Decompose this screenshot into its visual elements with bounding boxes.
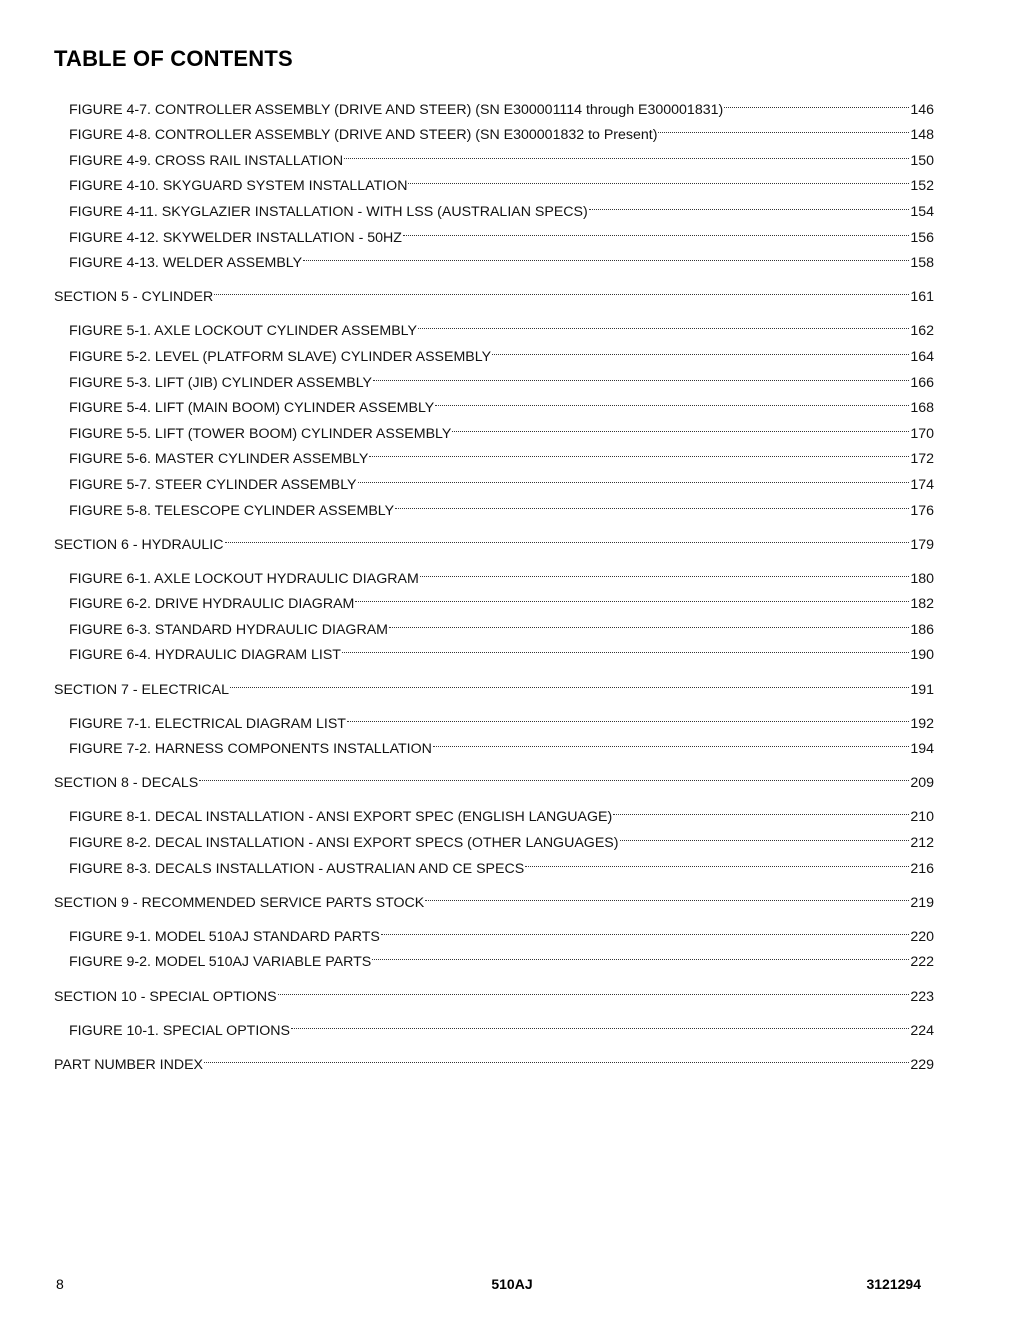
toc-entry-page-number: 191 xyxy=(910,681,934,698)
toc-entry-label: FIGURE 6-1. AXLE LOCKOUT HYDRAULIC DIAGRAM xyxy=(69,570,419,587)
dot-leader xyxy=(491,335,910,361)
toc-entry-page-number: 154 xyxy=(910,203,934,220)
toc-figure-entry[interactable] xyxy=(54,310,934,340)
toc-entry-label: FIGURE 8-3. DECALS INSTALLATION - AUSTRALIAN AND CE SPECS xyxy=(69,860,525,877)
dot-leader xyxy=(394,489,910,515)
toc-entry-page-number: 176 xyxy=(910,502,934,519)
toc-section-entry[interactable] xyxy=(54,668,934,698)
dot-leader xyxy=(524,847,910,873)
toc-section-entry[interactable] xyxy=(54,1043,934,1073)
toc-entry-label: FIGURE 7-1. ELECTRICAL DIAGRAM LIST xyxy=(69,715,346,732)
toc-entry-page-number: 180 xyxy=(910,570,934,587)
toc-entry-page-number: 212 xyxy=(910,835,934,852)
toc-entry-label: FIGURE 5-3. LIFT (JIB) CYLINDER ASSEMBLY xyxy=(69,374,372,391)
toc-entry-page-number: 156 xyxy=(910,229,934,246)
dot-leader xyxy=(612,796,910,822)
toc-entry-page-number: 186 xyxy=(910,621,934,638)
toc-figure-entry[interactable] xyxy=(54,88,934,118)
toc-entry-page-number: 161 xyxy=(910,289,934,306)
toc-entry-page-number: 174 xyxy=(910,476,934,493)
dot-leader xyxy=(451,412,910,438)
toc-entry-page-number: 229 xyxy=(910,1056,934,1073)
dot-leader xyxy=(290,1009,910,1035)
toc-figure-entry[interactable] xyxy=(54,915,934,945)
toc-entry-label: FIGURE 4-9. CROSS RAIL INSTALLATION xyxy=(69,152,344,169)
dot-leader xyxy=(402,216,910,242)
toc-entry-page-number: 182 xyxy=(910,596,934,613)
toc-entry-label: FIGURE 5-1. AXLE LOCKOUT CYLINDER ASSEMBLY xyxy=(69,323,417,340)
dot-leader xyxy=(372,361,910,387)
toc-entry-page-number: 190 xyxy=(910,647,934,664)
dot-leader xyxy=(213,276,910,302)
dot-leader xyxy=(368,438,910,464)
toc-entry-label: FIGURE 5-5. LIFT (TOWER BOOM) CYLINDER ASSEMBLY xyxy=(69,425,452,442)
toc-section-entry[interactable] xyxy=(54,762,934,792)
toc-entry-label: FIGURE 4-8. CONTROLLER ASSEMBLY (DRIVE AND STEER) (SN E300001832 to Present) xyxy=(69,127,658,144)
toc-entry-label: FIGURE 5-6. MASTER CYLINDER ASSEMBLY xyxy=(69,451,369,468)
toc-entry-page-number: 220 xyxy=(910,928,934,945)
toc-entry-page-number: 224 xyxy=(910,1022,934,1039)
toc-entry-label: PART NUMBER INDEX xyxy=(54,1056,203,1073)
dot-leader xyxy=(354,583,910,609)
dot-leader xyxy=(302,242,910,268)
toc-figure-entry[interactable] xyxy=(54,702,934,732)
toc-entry-page-number: 166 xyxy=(910,374,934,391)
toc-entry-label: FIGURE 7-2. HARNESS COMPONENTS INSTALLATION xyxy=(69,741,432,758)
toc-entry-label: FIGURE 6-3. STANDARD HYDRAULIC DIAGRAM xyxy=(69,621,388,638)
toc-entry-page-number: 194 xyxy=(910,741,934,758)
toc-figure-entry[interactable] xyxy=(54,557,934,587)
dot-leader xyxy=(371,941,910,967)
toc-entry-label: FIGURE 8-1. DECAL INSTALLATION - ANSI EXPORT SPEC (ENGLISH LANGUAGE) xyxy=(69,809,613,826)
dot-leader xyxy=(277,975,911,1001)
dot-leader xyxy=(357,463,911,489)
toc-entry-page-number: 150 xyxy=(910,152,934,169)
toc-entry-page-number: 146 xyxy=(910,101,934,118)
toc-entry-label: FIGURE 6-4. HYDRAULIC DIAGRAM LIST xyxy=(69,647,341,664)
toc-entry-page-number: 162 xyxy=(910,323,934,340)
toc-entry-label: SECTION 8 - DECALS xyxy=(54,775,199,792)
dot-leader xyxy=(588,190,911,216)
toc-entry-label: FIGURE 4-12. SKYWELDER INSTALLATION - 50HZ xyxy=(69,229,402,246)
toc-entry-label: FIGURE 4-10. SKYGUARD SYSTEM INSTALLATION xyxy=(69,178,408,195)
toc-figure-entry[interactable] xyxy=(54,1009,934,1039)
toc-entry-page-number: 170 xyxy=(910,425,934,442)
toc-entry-page-number: 223 xyxy=(910,988,934,1005)
dot-leader xyxy=(203,1043,910,1069)
toc-entry-page-number: 222 xyxy=(910,954,934,971)
dot-leader xyxy=(417,310,910,336)
toc-entry-page-number: 164 xyxy=(910,348,934,365)
toc-entry-page-number: 209 xyxy=(910,775,934,792)
toc-entry-label: SECTION 6 - HYDRAULIC xyxy=(54,536,224,553)
dot-leader xyxy=(619,821,911,847)
toc-entry-label: FIGURE 5-7. STEER CYLINDER ASSEMBLY xyxy=(69,476,357,493)
toc-entry-label: FIGURE 9-2. MODEL 510AJ VARIABLE PARTS xyxy=(69,954,372,971)
table-of-contents xyxy=(54,88,934,1077)
toc-entry-page-number: 152 xyxy=(910,178,934,195)
dot-leader xyxy=(341,634,910,660)
page-title: TABLE OF CONTENTS xyxy=(54,46,293,71)
toc-entry-page-number: 179 xyxy=(910,536,934,553)
toc-entry-label: FIGURE 6-2. DRIVE HYDRAULIC DIAGRAM xyxy=(69,596,355,613)
footer-model: 510AJ xyxy=(491,1276,533,1292)
toc-entry-page-number: 210 xyxy=(910,809,934,826)
toc-entry-page-number: 158 xyxy=(910,255,934,272)
toc-entry-label: SECTION 7 - ELECTRICAL xyxy=(54,681,230,698)
toc-entry-label: FIGURE 5-4. LIFT (MAIN BOOM) CYLINDER ASSEMBLY xyxy=(69,400,435,417)
dot-leader xyxy=(434,387,910,413)
dot-leader xyxy=(419,557,911,583)
dot-leader xyxy=(432,728,910,754)
toc-entry-page-number: 172 xyxy=(910,451,934,468)
dot-leader xyxy=(346,702,910,728)
toc-entry-label: SECTION 10 - SPECIAL OPTIONS xyxy=(54,988,277,1005)
toc-entry-page-number: 168 xyxy=(910,400,934,417)
toc-entry-page-number: 192 xyxy=(910,715,934,732)
toc-entry-label: FIGURE 10-1. SPECIAL OPTIONS xyxy=(69,1022,291,1039)
toc-section-entry[interactable] xyxy=(54,975,934,1005)
toc-entry-label: SECTION 9 - RECOMMENDED SERVICE PARTS STOCK xyxy=(54,894,425,911)
toc-entry-label: SECTION 5 - CYLINDER xyxy=(54,289,214,306)
dot-leader xyxy=(224,523,911,549)
footer-document-number: 3121294 xyxy=(866,1276,921,1292)
dot-leader xyxy=(407,165,910,191)
dot-leader xyxy=(657,114,910,140)
dot-leader xyxy=(343,139,910,165)
toc-entry-page-number: 216 xyxy=(910,860,934,877)
dot-leader xyxy=(198,762,910,788)
dot-leader xyxy=(424,881,910,907)
dot-leader xyxy=(229,668,910,694)
toc-section-entry[interactable] xyxy=(54,276,934,306)
toc-entry-label: FIGURE 5-8. TELESCOPE CYLINDER ASSEMBLY xyxy=(69,502,395,519)
toc-entry-label: FIGURE 4-11. SKYGLAZIER INSTALLATION - WITH LSS (AUSTRALIAN SPECS) xyxy=(69,203,588,220)
toc-entry-label: FIGURE 8-2. DECAL INSTALLATION - ANSI EXPORT SPECS (OTHER LANGUAGES) xyxy=(69,835,619,852)
toc-section-entry[interactable] xyxy=(54,523,934,553)
toc-entry-page-number: 219 xyxy=(910,894,934,911)
dot-leader xyxy=(380,915,910,941)
toc-entry-label: FIGURE 9-1. MODEL 510AJ STANDARD PARTS xyxy=(69,928,380,945)
toc-section-entry[interactable] xyxy=(54,881,934,911)
toc-entry-label: FIGURE 4-7. CONTROLLER ASSEMBLY (DRIVE AND STEER) (SN E300001114 through E300001831) xyxy=(69,101,724,118)
toc-figure-entry[interactable] xyxy=(54,796,934,826)
dot-leader xyxy=(388,608,910,634)
toc-entry-label: FIGURE 4-13. WELDER ASSEMBLY xyxy=(69,255,303,272)
footer-page-number: 8 xyxy=(56,1276,64,1292)
toc-entry-label: FIGURE 5-2. LEVEL (PLATFORM SLAVE) CYLINDER ASSEMBLY xyxy=(69,348,492,365)
dot-leader xyxy=(723,88,910,114)
toc-entry-page-number: 148 xyxy=(910,127,934,144)
